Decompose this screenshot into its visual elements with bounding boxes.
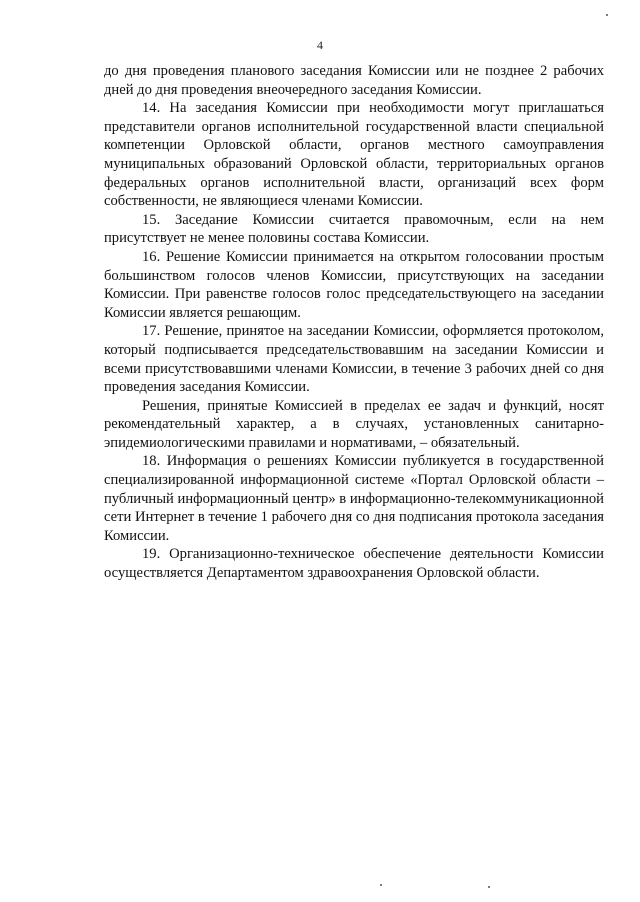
paragraph-decisions: Решения, принятые Комиссией в пределах ее задач и функций, носят рекомендательный характер, а в случаях, установленных санитарно-эпидемиологическими правилами и нормативами, – обязательный. xyxy=(104,397,604,451)
document-body xyxy=(104,62,604,583)
paragraph-item-16: 16. Решение Комиссии принимается на открытом голосовании простым большинством голосов членов Комиссии, присутствующих на заседании Комиссии. При равенстве голосов голос председательствующего на заседании Комиссии является решающим. xyxy=(104,248,604,321)
page-number: 4 xyxy=(317,38,323,52)
paragraph-item-15: 15. Заседание Комиссии считается правомочным, если на нем присутствует не менее половины состава Комиссии. xyxy=(104,211,604,247)
scan-speck xyxy=(380,884,382,886)
paragraph-item-19: 19. Организационно-техническое обеспечение деятельности Комиссии осуществляется Департаментом здравоохранения Орловской области. xyxy=(104,546,604,582)
paragraph-continuation: до дня проведения планового заседания Комиссии или не позднее 2 рабочих дней до дня проведения внеочередного заседания Комиссии. xyxy=(104,63,604,98)
paragraph-item-18: 18. Информация о решениях Комиссии публикуется в государственной специализированной информационной системе «Портал Орловской области – публичный информационный центр» в информационно-телекоммуникационной сети Интернет в течение 1 рабочего дня со дня подписания протокола заседания Комиссии. xyxy=(104,453,604,544)
scan-speck xyxy=(606,14,608,16)
paragraph-item-14: 14. На заседания Комиссии при необходимости могут приглашаться представители органов исполнительной государственной власти специальной компетенции Орловской области, органов местного самоуправления муниципальных образований Орловской области, территориальных органов федеральных органов исполнительной власти, организаций всех форм собственности, не являющиеся членами Комиссии. xyxy=(104,100,604,210)
scan-speck xyxy=(488,886,490,888)
paragraph-item-17: 17. Решение, принятое на заседании Комиссии, оформляется протоколом, который подписывается председательствовавшим на заседании Комиссии и всеми присутствовавшими членами Комиссии, в течение 3 рабочих дней со дня проведения заседания Комиссии. xyxy=(104,323,604,396)
